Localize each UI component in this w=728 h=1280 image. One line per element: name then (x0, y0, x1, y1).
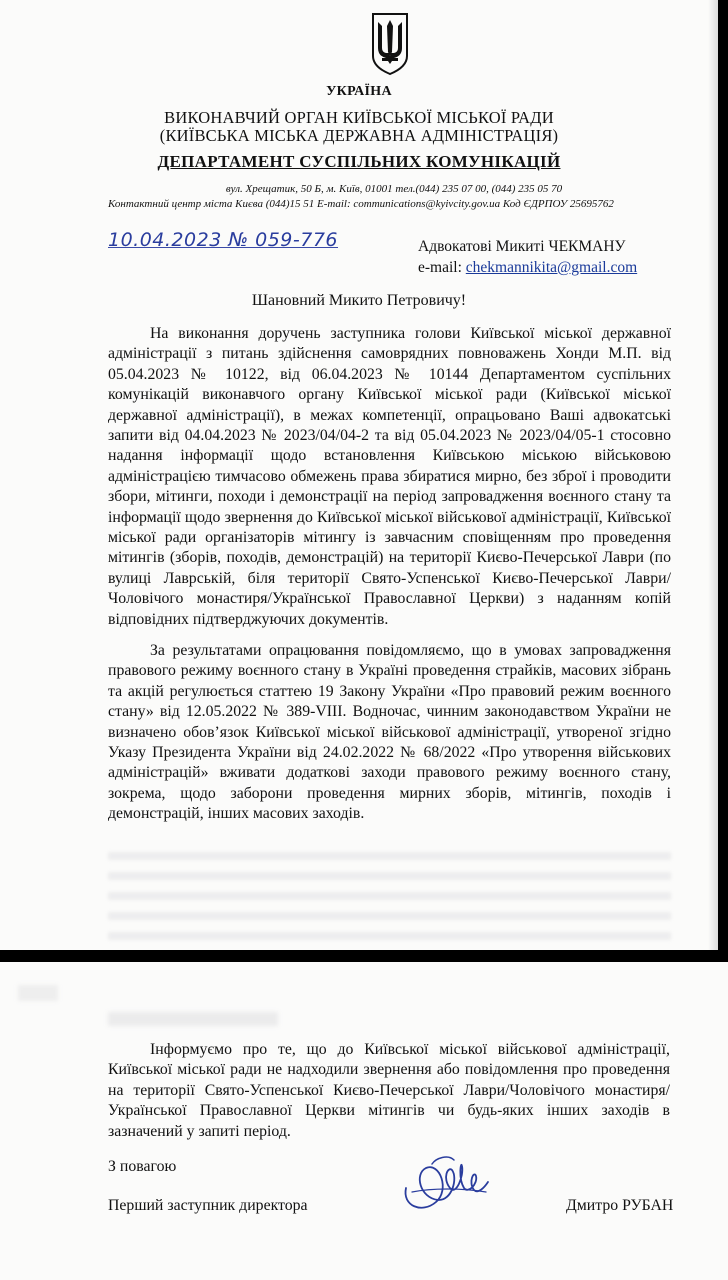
greeting: Шановний Микито Петровичу! (251, 292, 467, 309)
trident-emblem-icon (370, 12, 410, 76)
email-label: e-mail: (418, 259, 466, 276)
organization-name: ВИКОНАВЧИЙ ОРГАН КИЇВСЬКОЇ МІСЬКОЇ РАДИ (164, 108, 554, 127)
contact-details: Контактний центр міста Києва (044)15 51 E-mail: communications@kyivcity.gov.ua Код ЄДРПОУ 25695762 (108, 198, 614, 210)
bleed-through-text-2 (108, 1012, 278, 1026)
registration-number: 10.04.2023 № 059-776 (108, 229, 339, 251)
contact-address: вул. Хрещатик, 50 Б, м. Київ, 01001 тел.(044) 235 07 00, (044) 235 05 70 (225, 183, 563, 195)
signer-name: Дмитро РУБАН (566, 1197, 674, 1214)
bleed-through-text (108, 852, 671, 944)
closing-phrase: З повагою (108, 1158, 177, 1175)
signer-title: Перший заступник директора (108, 1197, 308, 1214)
addressee-email-line (418, 257, 637, 278)
department-name: ДЕПАРТАМЕНТ СУСПІЛЬНИХ КОМУНІКАЦІЙ (157, 152, 561, 171)
bleed-through-mark (18, 985, 58, 1001)
addressee-email[interactable]: chekmannikita@gmail.com (465, 259, 638, 276)
paragraph-1: На виконання доручень заступника голови Київської міської державної адміністрації з питань здійснення самоврядних повноважень Хонди М.П. від 05.04.2023 № 10122, від 06.04.2023 № 10144 Департаментом суспільних комунікацій виконавчого органу Київської міської ради (Київської міської державної адміністрації), в межах компетенції, опрацьовано Ваші адвокатські запити від 04.04.2023 № 2023/04/04-2 та від 05.04.2023 № 2023/04/05-1 стосовно надання інформації щодо встановлення Київською міською військовою адміністрацією тимчасово обмежень права збиратися мирно, без зброї і проводити збори, мітинги, походи і демонстрації на період запровадження воєнного стану та інформації щодо звернення до Київської міської військової адміністрації, Київської міської ради організаторів мітингу із завчасним сповіщенням про проведення мітингів (зборів, походів, демонстрацій) на території Києво-Печерської Лаври (по вулиці Лаврській, біля території Свято-Успенської Києво-Печерської Лаври/Чоловічого монастиря/Української Православної Церкви) з наданням копій відповідних підтверджуючих документів. (108, 325, 671, 628)
addressee-name: Адвокатові Микиті ЧЕКМАНУ (418, 238, 626, 255)
handwritten-signature-icon (392, 1148, 492, 1218)
organization-subname: (КИЇВСЬКА МІСЬКА ДЕРЖАВНА АДМІНІСТРАЦІЯ) (159, 126, 559, 145)
paragraph-2: За результатами опрацювання повідомляємо, що в умовах запровадження правового режиму воєнного стану в Україні проведення страйків, масових зібрань та акцій регулюється статтею 19 Закону України «Про правовий режим воєнного стану» від 12.05.2022 № 389-VIII. Водночас, чинним законодавством України не визначено обов’язок Київської міської військової адміністрації, утвореної згідно Указу Президента України від 24.02.2022 № 68/2022 «Про утворення військових адміністрацій» вживати додаткові заходи правового режиму воєнного стану, зокрема, щодо заборони проведення мирних зборів, мітингів, походів і демонстрацій, інших масових заходів. (108, 642, 671, 823)
paragraph-3: Інформуємо про те, що до Київської міської військової адміністрації, Київської міської ради не надходили звернення або повідомлення про проведення на території Свято-Успенської Києво-Печерської Лаври/Чоловічого монастиря/ Української Православної Церкви мітингів чи будь-яких інших заходів в зазначений у запиті період. (108, 1041, 670, 1140)
addressee-block (418, 236, 637, 278)
country-heading: УКРАЇНА (326, 84, 392, 99)
